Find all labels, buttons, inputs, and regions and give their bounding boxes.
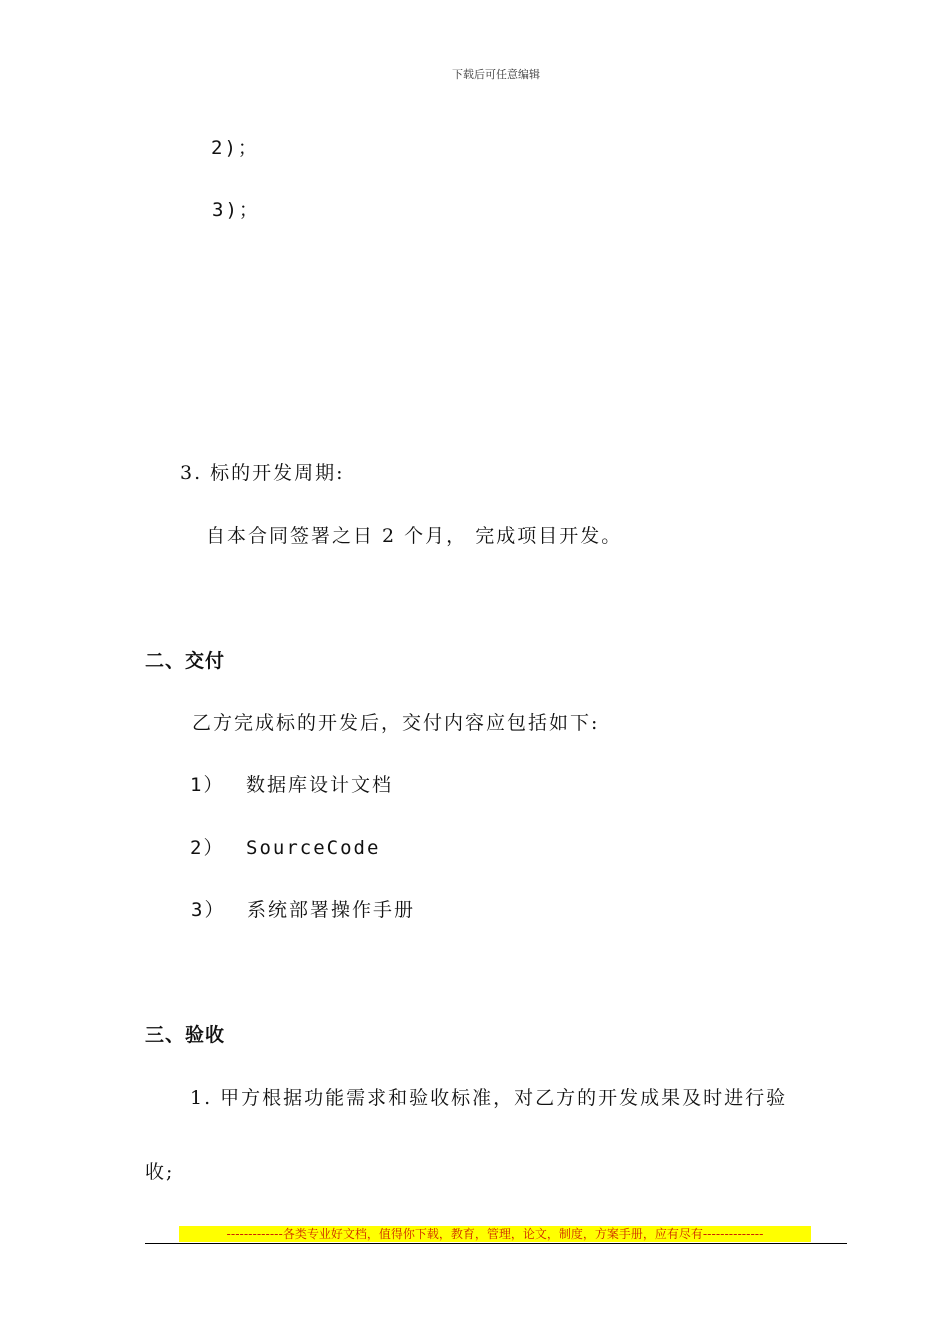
delivery-item-text: 数据库设计文档 bbox=[246, 774, 394, 796]
delivery-item bbox=[190, 839, 380, 858]
subsection-title-development-period: 3. 标的开发周期: bbox=[180, 462, 345, 484]
section-title-delivery: 二、交付 bbox=[145, 650, 226, 672]
delivery-item-text: SourceCode bbox=[246, 837, 381, 859]
list-item-2: 2)； bbox=[211, 137, 259, 159]
delivery-item-number: 2） bbox=[190, 837, 225, 859]
delivery-item bbox=[191, 901, 415, 920]
footer-banner: -------------各类专业好文档，值得你下载，教育，管理，论文，制度，方案手册，应有尽有-------------- bbox=[179, 1226, 811, 1242]
footer-divider bbox=[145, 1243, 847, 1244]
page-header-note: 下载后可任意编辑 bbox=[452, 68, 540, 81]
list-item-3: 3)； bbox=[212, 199, 260, 221]
delivery-item-number: 3） bbox=[191, 899, 226, 921]
section-title-acceptance: 三、验收 bbox=[145, 1024, 226, 1046]
delivery-item-number: 1） bbox=[190, 774, 225, 796]
delivery-item bbox=[190, 776, 393, 795]
acceptance-paragraph-line1: 1. 甲方根据功能需求和验收标准，对乙方的开发成果及时进行验 bbox=[190, 1087, 788, 1109]
delivery-intro-text: 乙方完成标的开发后，交付内容应包括如下: bbox=[192, 712, 600, 734]
development-period-text: 自本合同签署之日 2 个月， 完成项目开发。 bbox=[206, 525, 623, 547]
delivery-item-text: 系统部署操作手册 bbox=[247, 899, 416, 921]
acceptance-paragraph-line2: 收; bbox=[145, 1161, 175, 1183]
